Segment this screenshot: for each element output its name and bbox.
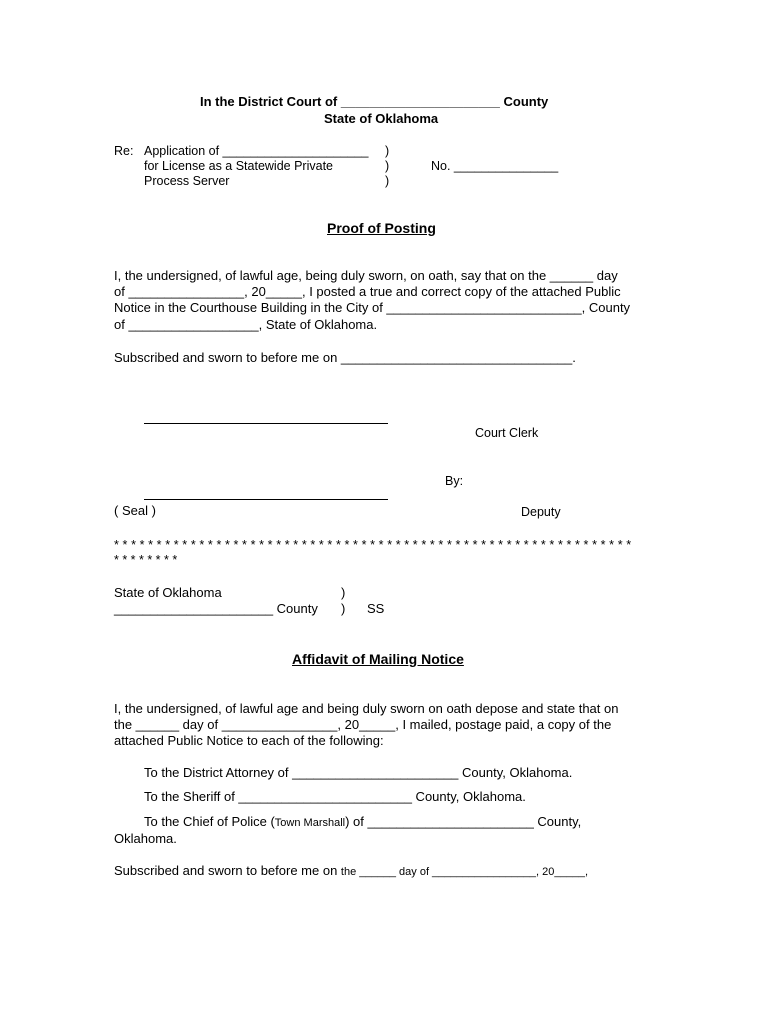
venue-state: State of Oklahoma xyxy=(114,585,222,600)
affidavit-subscribed-line xyxy=(114,863,588,880)
venue-ss: SS xyxy=(367,601,385,616)
mailing-chief-of-police-line-2: Oklahoma. xyxy=(114,831,177,846)
proof-paragraph-line-3: Notice in the Courthouse Building in the City of ___________________________, County xyxy=(114,300,631,315)
deputy-label: Deputy xyxy=(521,505,561,519)
re-paren-3: ) xyxy=(385,174,390,188)
re-label: Re: xyxy=(114,144,134,158)
by-label: By: xyxy=(445,474,464,488)
town-marshall-text: Town Marshall xyxy=(274,817,346,829)
proof-paragraph-line-2: of ________________, 20_____, I posted a true and correct copy of the attached Public xyxy=(114,284,621,299)
mailing-sheriff: To the Sheriff of ________________________ County, Oklahoma. xyxy=(144,789,526,804)
affidavit-paragraph-line-2: the ______ day of ________________, 20_____, I mailed, postage paid, a copy of the xyxy=(114,717,612,732)
proof-of-posting-title: Proof of Posting xyxy=(327,220,436,236)
venue-paren-2: ) xyxy=(341,601,346,616)
case-number-field: No. _______________ xyxy=(431,159,559,173)
license-line: for License as a Statewide Private xyxy=(144,159,333,173)
proof-subscribed-line: Subscribed and sworn to before me on ________________________________. xyxy=(114,350,576,365)
mailing-chief-of-police xyxy=(144,814,581,831)
chief-of-police-text-a: To the Chief of Police ( xyxy=(144,814,275,829)
process-server-line: Process Server xyxy=(144,174,230,188)
affidavit-subscribed-text: Subscribed and sworn to before me on xyxy=(114,863,341,878)
re-paren-1: ) xyxy=(385,144,390,158)
asterisk-separator-line-1: * * * * * * * * * * * * * * * * * * * * * * * * * * * * * * * * * * * * * * * * * * * * * * * * * * * * * * * * * * * * * xyxy=(114,538,632,552)
venue-paren-1: ) xyxy=(341,585,346,600)
re-paren-2: ) xyxy=(385,159,390,173)
proof-paragraph-line-4: of __________________, State of Oklahoma. xyxy=(114,317,378,332)
asterisk-separator-line-2: * * * * * * * * xyxy=(114,553,178,567)
deputy-signature-line xyxy=(144,499,388,500)
affidavit-paragraph-line-1: I, the undersigned, of lawful age and being duly sworn on oath depose and state that on xyxy=(114,701,619,716)
venue-county: ______________________ County xyxy=(114,601,318,616)
proof-paragraph-line-1: I, the undersigned, of lawful age, being duly sworn, on oath, say that on the ______ day xyxy=(114,268,618,283)
mailing-district-attorney: To the District Attorney of _______________________ County, Oklahoma. xyxy=(144,765,573,780)
chief-of-police-text-b: ) of _______________________ County, xyxy=(345,814,582,829)
seal-label: ( Seal ) xyxy=(114,503,156,518)
court-clerk-label: Court Clerk xyxy=(475,426,539,440)
affidavit-paragraph-line-3: attached Public Notice to each of the following: xyxy=(114,733,384,748)
state-heading: State of Oklahoma xyxy=(324,111,439,126)
application-line: Application of _____________________ xyxy=(144,144,369,158)
affidavit-title: Affidavit of Mailing Notice xyxy=(292,651,464,667)
court-heading: In the District Court of ______________________ County xyxy=(200,94,549,109)
clerk-signature-line xyxy=(144,423,388,424)
affidavit-subscribed-date: the ______ day of _________________, 20_____, xyxy=(340,866,589,878)
